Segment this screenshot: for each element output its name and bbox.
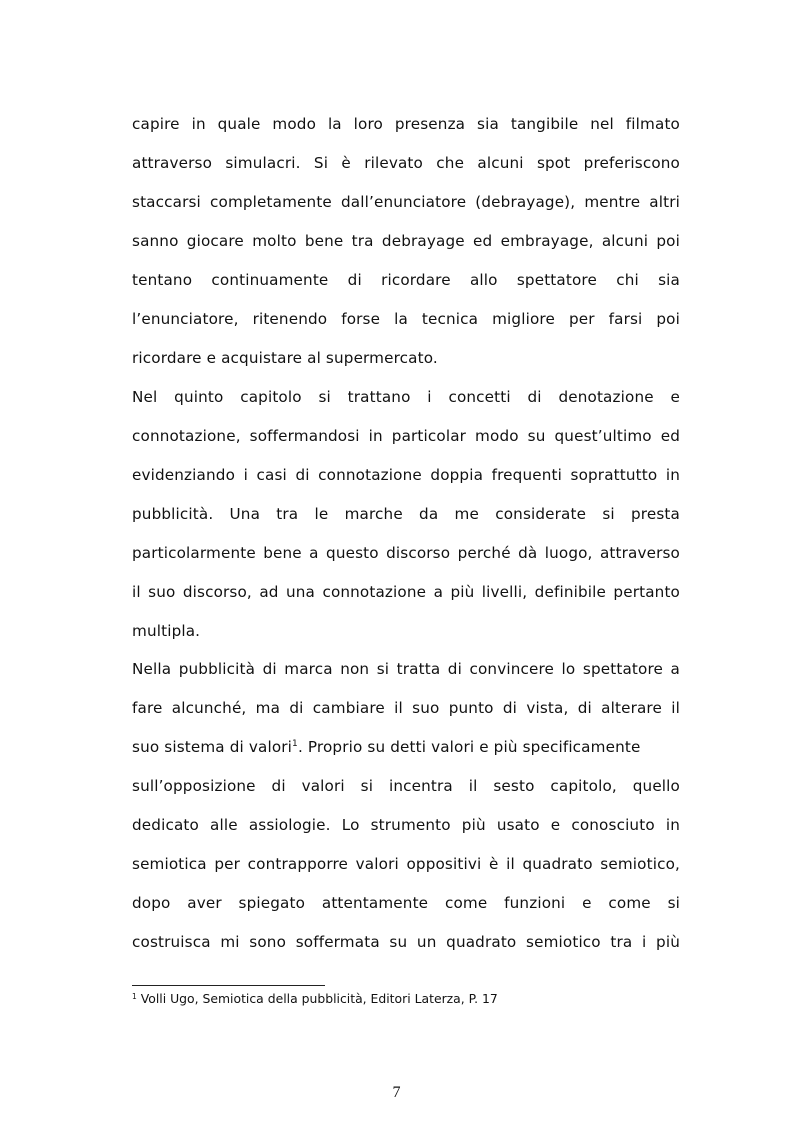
text-line: semiotica per contrapporre valori oppositivi è il quadrato semiotico, — [132, 855, 680, 873]
text-segment: suo sistema di valori — [132, 738, 293, 756]
text-line: tentano continuamente di ricordare allo spettatore chi sia — [132, 271, 680, 289]
text-line: attraverso simulacri. Si è rilevato che alcuni spot preferiscono — [132, 154, 680, 172]
text-line: Nella pubblicità di marca non si tratta di convincere lo spettatore a — [132, 660, 680, 678]
text-line: evidenziando i casi di connotazione doppia frequenti soprattutto in — [132, 466, 680, 484]
text-segment: . Proprio su detti valori e più specificamente — [297, 738, 641, 756]
text-line: il suo discorso, ad una connotazione a più livelli, definibile pertanto — [132, 583, 680, 601]
text-line: dopo aver spiegato attentamente come funzioni e come si — [132, 894, 680, 912]
text-line: l’enunciatore, ritenendo forse la tecnica migliore per farsi poi — [132, 310, 680, 328]
text-line: capire in quale modo la loro presenza sia tangibile nel filmato — [132, 115, 680, 133]
text-line: ricordare e acquistare al supermercato. — [132, 349, 438, 367]
text-line: sanno giocare molto bene tra debrayage ed embrayage, alcuni poi — [132, 232, 680, 250]
paragraph-3 — [132, 650, 680, 962]
text-line: sull’opposizione di valori si incentra il sesto capitolo, quello — [132, 777, 680, 795]
text-line: Nel quinto capitolo si trattano i concetti di denotazione e — [132, 388, 680, 406]
text-line: costruisca mi sono soffermata su un quadrato semiotico tra i più — [132, 933, 680, 951]
text-line: connotazione, soffermandosi in particolar modo su quest’ultimo ed — [132, 427, 680, 445]
text-line-with-footnote-ref — [132, 728, 680, 767]
paragraph-2 — [132, 378, 680, 651]
footnote — [132, 991, 498, 1007]
page-number: 7 — [392, 1084, 401, 1101]
text-line: pubblicità. Una tra le marche da me considerate si presta — [132, 505, 680, 523]
text-line: multipla. — [132, 622, 201, 640]
footnote-text: Volli Ugo, Semiotica della pubblicità, Editori Laterza, P. 17 — [140, 991, 498, 1006]
paragraph-1 — [132, 105, 680, 378]
text-line: staccarsi completamente dall’enunciatore (debrayage), mentre altri — [132, 193, 680, 211]
text-line: particolarmente bene a questo discorso perché dà luogo, attraverso — [132, 544, 680, 562]
text-line: fare alcunché, ma di cambiare il suo punto di vista, di alterare il — [132, 699, 680, 717]
footnote-separator — [132, 985, 325, 986]
footnote-marker: 1 — [132, 992, 137, 1001]
footnote-reference[interactable]: 1 — [292, 739, 298, 749]
text-line: dedicato alle assiologie. Lo strumento più usato e conosciuto in — [132, 816, 680, 834]
